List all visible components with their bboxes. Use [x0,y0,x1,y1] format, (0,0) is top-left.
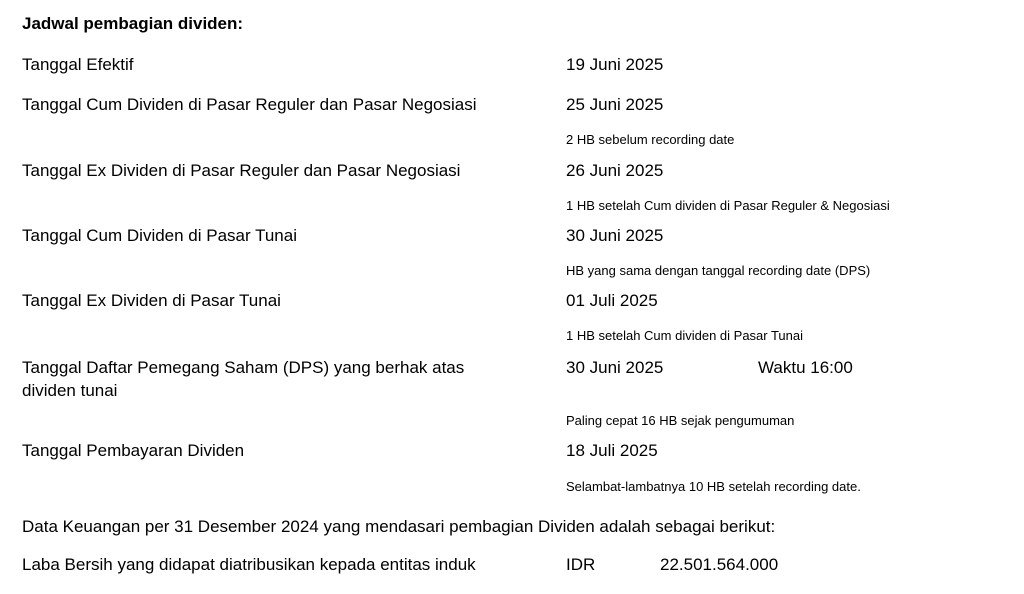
financial-amount: 22.501.564.000 [660,555,779,574]
row-note-cum-cash: HB yang sama dengan tanggal recording date (DPS) [566,263,871,278]
financial-label: Laba Bersih yang didapat diatribusikan kepada entitas induk [22,555,476,574]
financial-currency: IDR [566,555,596,574]
row-time-recording-date: Waktu 16:00 [758,358,853,377]
row-label-payment-date: Tanggal Pembayaran Dividen [22,441,245,460]
row-value-payment-date: 18 Juli 2025 [566,441,658,460]
row-label-ex-regular: Tanggal Ex Dividen di Pasar Reguler dan Pasar Negosiasi [22,161,461,180]
row-value-ex-regular: 26 Juni 2025 [566,161,664,180]
row-note-payment-date: Selambat-lambatnya 10 HB setelah recording date. [566,479,861,494]
row-note-cum-regular: 2 HB sebelum recording date [566,132,735,147]
row-label-recording-date-line2: dividen tunai [22,381,118,400]
row-value-effective-date: 19 Juni 2025 [566,55,664,74]
row-note-recording-date: Paling cepat 16 HB sejak pengumuman [566,413,795,428]
row-value-recording-date: 30 Juni 2025 [566,358,664,377]
schedule-heading: Jadwal pembagian dividen: [22,14,244,33]
row-label-cum-cash: Tanggal Cum Dividen di Pasar Tunai [22,226,297,245]
row-label-effective-date: Tanggal Efektif [22,55,134,74]
row-value-ex-cash: 01 Juli 2025 [566,291,658,310]
financial-intro: Data Keuangan per 31 Desember 2024 yang mendasari pembagian Dividen adalah sebagai berikut: [22,517,776,536]
row-value-cum-regular: 25 Juni 2025 [566,95,664,114]
row-note-ex-cash: 1 HB setelah Cum dividen di Pasar Tunai [566,328,804,343]
row-label-recording-date-line1: Tanggal Daftar Pemegang Saham (DPS) yang berhak atas [22,358,465,377]
row-value-cum-cash: 30 Juni 2025 [566,226,664,245]
row-label-cum-regular: Tanggal Cum Dividen di Pasar Reguler dan Pasar Negosiasi [22,95,477,114]
row-note-ex-regular: 1 HB setelah Cum dividen di Pasar Reguler & Negosiasi [566,198,890,213]
row-label-ex-cash: Tanggal Ex Dividen di Pasar Tunai [22,291,281,310]
